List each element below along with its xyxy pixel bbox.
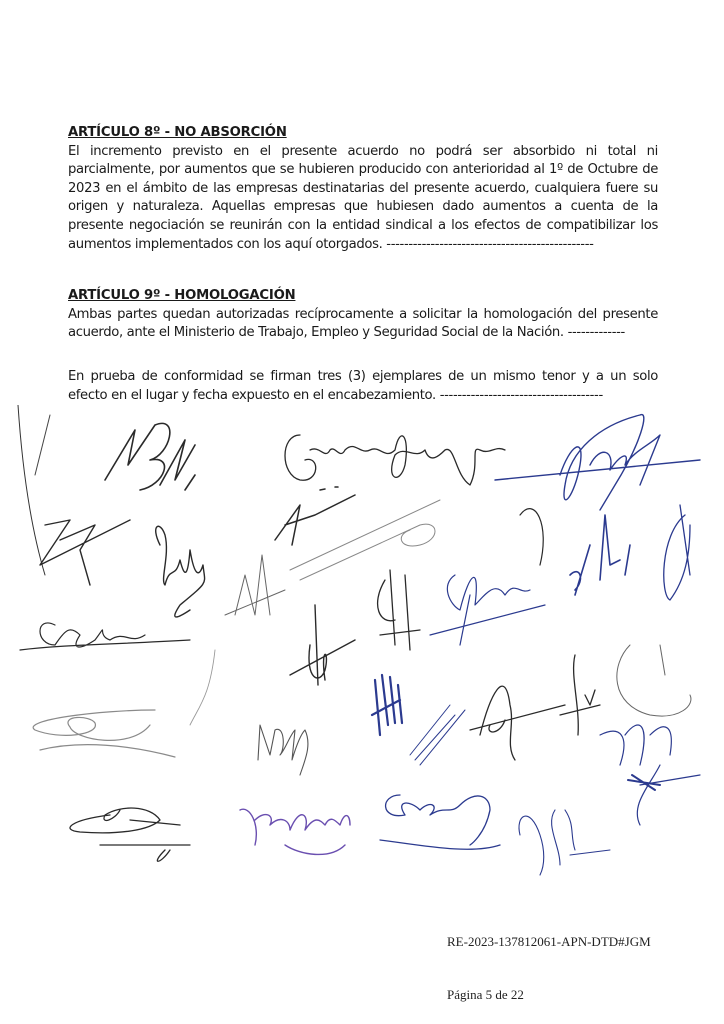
signature-25 xyxy=(70,808,190,861)
signature-22 xyxy=(560,655,600,735)
signature-12 xyxy=(570,515,630,595)
article-8-heading: ARTÍCULO 8º - NO ABSORCIÓN xyxy=(68,125,287,140)
signature-6 xyxy=(40,520,130,585)
signature-20 xyxy=(410,705,465,765)
signature-28 xyxy=(519,810,610,875)
closing-section xyxy=(68,368,658,405)
signature-19 xyxy=(372,675,402,735)
signature-2 xyxy=(285,435,505,485)
signature-3 xyxy=(495,415,700,510)
signature-14 xyxy=(20,623,190,650)
signature-26 xyxy=(240,809,350,854)
signature-18 xyxy=(258,725,308,775)
signatures-area xyxy=(0,405,724,885)
signature-27 xyxy=(380,795,500,849)
signature-11 xyxy=(520,509,543,565)
article-8-section xyxy=(68,124,658,254)
article-9-heading: ARTÍCULO 9º - HOMOLOGACIÓN xyxy=(68,288,296,303)
signature-15 xyxy=(290,605,355,685)
signature-stroke-left-tick xyxy=(35,415,50,475)
article-9-section xyxy=(68,287,658,343)
signature-9 xyxy=(378,570,420,650)
signature-10 xyxy=(430,575,545,645)
signature-5 xyxy=(290,500,440,580)
page-number: Página 5 de 22 xyxy=(447,987,524,1002)
article-9-body: Ambas partes quedan autorizadas recíprocamente a solicitar la homologación del presente acuerdo, ante el Ministerio de Trabajo, Empleo y Seguridad Social de la Nación. ------------- xyxy=(68,306,658,341)
signature-21 xyxy=(470,686,565,760)
signature-stroke-left-margin xyxy=(18,405,45,575)
signature-4 xyxy=(275,487,355,545)
signature-23 xyxy=(617,645,691,716)
signature-8 xyxy=(225,555,285,615)
signature-16 xyxy=(190,650,215,725)
document-reference: RE-2023-137812061-APN-DTD#JGM xyxy=(447,934,651,949)
closing-body: En prueba de conformidad se firman tres (3) ejemplares de un mismo tenor y a un solo efecto en el lugar y fecha expuesto en el encabezamiento. ------------------------------------- xyxy=(68,369,658,403)
article-8-body: El incremento previsto en el presente acuerdo no podrá ser absorbido ni total ni parcialmente, por aumentos que se hubieren producido con anterioridad al 1º de Octubre de 2023 en el ámbito de las empresas destinatarias del presente acuerdo, cualquiera fuere su origen y naturaleza. Aquellas empresas que hubiesen dado aumentos a cuenta de la presente negociación se reunirán con la entidad sindical a los efectos de compatibilizar los aumentos implementados con los aquí otorgados. ----------------------------------------------- xyxy=(68,143,658,252)
signature-7 xyxy=(156,526,205,617)
signature-17 xyxy=(33,710,175,757)
signature-1 xyxy=(105,423,195,490)
signature-13 xyxy=(664,505,690,600)
signature-24 xyxy=(600,725,700,825)
